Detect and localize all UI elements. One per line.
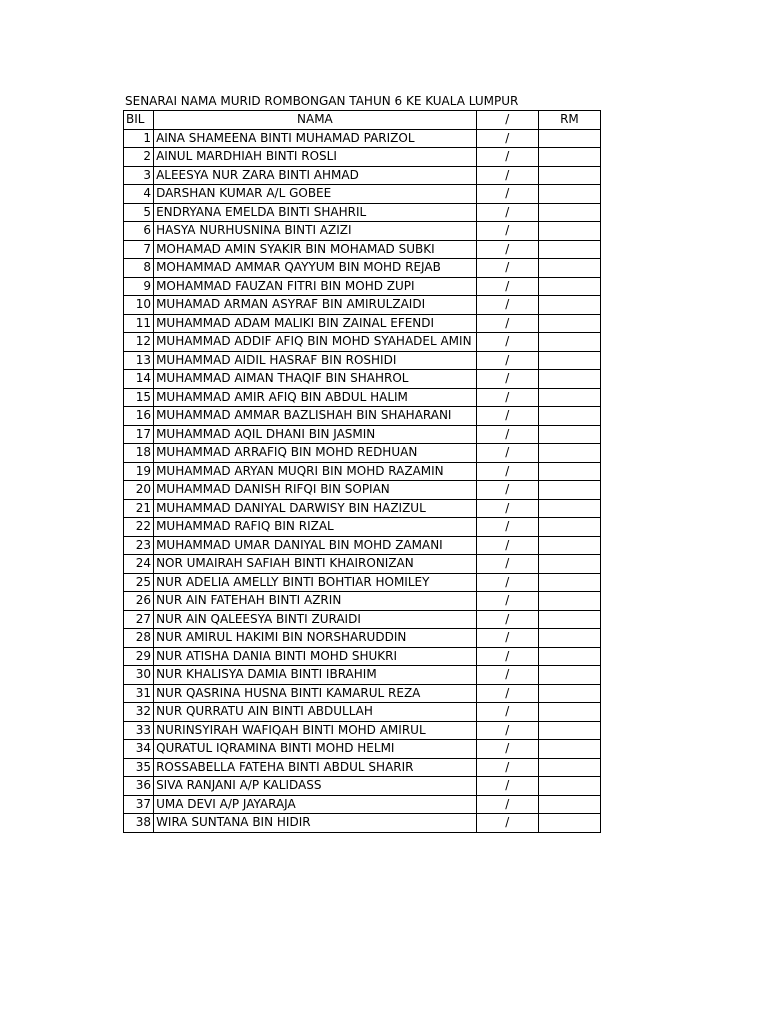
payment-cell [538,240,600,259]
row-number: 36 [124,777,154,796]
payment-cell [538,758,600,777]
table-row [124,296,601,315]
row-number: 27 [124,610,154,629]
header-rm: RM [538,111,600,130]
student-name: AINUL MARDHIAH BINTI ROSLI [154,148,477,167]
table-row [124,758,601,777]
attendance-mark: / [476,721,538,740]
row-number: 14 [124,370,154,389]
student-name: MUHAMMAD ARYAN MUQRI BIN MOHD RAZAMIN [154,462,477,481]
attendance-mark: / [476,758,538,777]
student-name: NUR AIN FATEHAH BINTI AZRIN [154,592,477,611]
table-row [124,610,601,629]
row-number: 26 [124,592,154,611]
student-name: HASYA NURHUSNINA BINTI AZIZI [154,222,477,241]
student-name: AINA SHAMEENA BINTI MUHAMAD PARIZOL [154,129,477,148]
row-number: 4 [124,185,154,204]
student-name: WIRA SUNTANA BIN HIDIR [154,814,477,833]
student-name: MUHAMMAD AMMAR BAZLISHAH BIN SHAHARANI [154,407,477,426]
payment-cell [538,629,600,648]
payment-cell [538,555,600,574]
table-row [124,555,601,574]
student-name: NUR QURRATU AIN BINTI ABDULLAH [154,703,477,722]
payment-cell [538,277,600,296]
attendance-mark: / [476,351,538,370]
student-name: MOHAMMAD FAUZAN FITRI BIN MOHD ZUPI [154,277,477,296]
payment-cell [538,777,600,796]
attendance-mark: / [476,314,538,333]
student-name: NUR KHALISYA DAMIA BINTI IBRAHIM [154,666,477,685]
row-number: 34 [124,740,154,759]
payment-cell [538,481,600,500]
attendance-mark: / [476,573,538,592]
student-name: MUHAMAD ARMAN ASYRAF BIN AMIRULZAIDI [154,296,477,315]
student-name: MUHAMMAD ADAM MALIKI BIN ZAINAL EFENDI [154,314,477,333]
attendance-mark: / [476,407,538,426]
payment-cell [538,185,600,204]
student-name: NUR AMIRUL HAKIMI BIN NORSHARUDDIN [154,629,477,648]
row-number: 25 [124,573,154,592]
row-number: 6 [124,222,154,241]
table-row [124,740,601,759]
row-number: 20 [124,481,154,500]
payment-cell [538,166,600,185]
student-name: MUHAMMAD ADDIF AFIQ BIN MOHD SYAHADEL AMIN [154,333,477,352]
student-name: QURATUL IQRAMINA BINTI MOHD HELMI [154,740,477,759]
table-header-row [124,111,601,130]
payment-cell [538,222,600,241]
student-name: DARSHAN KUMAR A/L GOBEE [154,185,477,204]
table-row [124,814,601,833]
attendance-mark: / [476,592,538,611]
table-row [124,425,601,444]
payment-cell [538,814,600,833]
attendance-mark: / [476,203,538,222]
student-name: MOHAMMAD AMMAR QAYYUM BIN MOHD REJAB [154,259,477,278]
table-row [124,444,601,463]
attendance-mark: / [476,370,538,389]
student-name: MUHAMMAD AMIR AFIQ BIN ABDUL HALIM [154,388,477,407]
row-number: 13 [124,351,154,370]
attendance-mark: / [476,259,538,278]
row-number: 9 [124,277,154,296]
row-number: 38 [124,814,154,833]
attendance-mark: / [476,647,538,666]
row-number: 11 [124,314,154,333]
table-row [124,684,601,703]
attendance-mark: / [476,629,538,648]
attendance-mark: / [476,388,538,407]
payment-cell [538,462,600,481]
attendance-mark: / [476,555,538,574]
attendance-mark: / [476,814,538,833]
table-row [124,647,601,666]
attendance-mark: / [476,148,538,167]
attendance-mark: / [476,166,538,185]
student-name: MUHAMMAD AIMAN THAQIF BIN SHAHROL [154,370,477,389]
table-row [124,407,601,426]
row-number: 33 [124,721,154,740]
row-number: 16 [124,407,154,426]
payment-cell [538,721,600,740]
payment-cell [538,684,600,703]
student-name: NURINSYIRAH WAFIQAH BINTI MOHD AMIRUL [154,721,477,740]
row-number: 8 [124,259,154,278]
attendance-mark: / [476,481,538,500]
student-name: SIVA RANJANI A/P KALIDASS [154,777,477,796]
table-row [124,240,601,259]
payment-cell [538,296,600,315]
attendance-mark: / [476,795,538,814]
payment-cell [538,259,600,278]
table-row [124,129,601,148]
row-number: 21 [124,499,154,518]
student-name: MUHAMMAD UMAR DANIYAL BIN MOHD ZAMANI [154,536,477,555]
payment-cell [538,333,600,352]
student-name: NUR ADELIA AMELLY BINTI BOHTIAR HOMILEY [154,573,477,592]
attendance-mark: / [476,222,538,241]
student-name: ALEESYA NUR ZARA BINTI AHMAD [154,166,477,185]
payment-cell [538,425,600,444]
row-number: 30 [124,666,154,685]
attendance-mark: / [476,610,538,629]
payment-cell [538,647,600,666]
payment-cell [538,407,600,426]
payment-cell [538,314,600,333]
table-row [124,351,601,370]
row-number: 28 [124,629,154,648]
header-nama: NAMA [154,111,477,130]
row-number: 2 [124,148,154,167]
student-name: UMA DEVI A/P JAYARAJA [154,795,477,814]
payment-cell [538,592,600,611]
table-row [124,573,601,592]
student-name: MUHAMMAD AIDIL HASRAF BIN ROSHIDI [154,351,477,370]
payment-cell [538,499,600,518]
table-row [124,666,601,685]
attendance-mark: / [476,703,538,722]
attendance-mark: / [476,129,538,148]
attendance-mark: / [476,277,538,296]
row-number: 10 [124,296,154,315]
table-row [124,795,601,814]
table-row [124,222,601,241]
row-number: 7 [124,240,154,259]
row-number: 31 [124,684,154,703]
student-name: MUHAMMAD RAFIQ BIN RIZAL [154,518,477,537]
student-name: MUHAMMAD ARRAFIQ BIN MOHD REDHUAN [154,444,477,463]
payment-cell [538,536,600,555]
attendance-mark: / [476,499,538,518]
table-row [124,499,601,518]
attendance-mark: / [476,684,538,703]
payment-cell [538,666,600,685]
table-row [124,277,601,296]
table-row [124,629,601,648]
payment-cell [538,148,600,167]
attendance-mark: / [476,462,538,481]
payment-cell [538,703,600,722]
attendance-mark: / [476,240,538,259]
table-row [124,777,601,796]
payment-cell [538,444,600,463]
payment-cell [538,370,600,389]
payment-cell [538,388,600,407]
table-row [124,721,601,740]
payment-cell [538,795,600,814]
table-row [124,518,601,537]
student-name: MUHAMMAD DANISH RIFQI BIN SOPIAN [154,481,477,500]
row-number: 18 [124,444,154,463]
table-row [124,481,601,500]
row-number: 32 [124,703,154,722]
row-number: 37 [124,795,154,814]
table-row [124,703,601,722]
attendance-mark: / [476,333,538,352]
payment-cell [538,129,600,148]
attendance-mark: / [476,425,538,444]
row-number: 15 [124,388,154,407]
row-number: 23 [124,536,154,555]
table-row [124,333,601,352]
table-row [124,148,601,167]
attendance-mark: / [476,296,538,315]
row-number: 12 [124,333,154,352]
table-body [124,129,601,832]
row-number: 29 [124,647,154,666]
table-row [124,462,601,481]
student-name: NUR AIN QALEESYA BINTI ZURAIDI [154,610,477,629]
student-name: ROSSABELLA FATEHA BINTI ABDUL SHARIR [154,758,477,777]
student-roster-table [123,110,601,833]
header-tick: / [476,111,538,130]
row-number: 1 [124,129,154,148]
row-number: 5 [124,203,154,222]
table-row [124,203,601,222]
payment-cell [538,573,600,592]
row-number: 35 [124,758,154,777]
table-row [124,388,601,407]
attendance-mark: / [476,777,538,796]
table-row [124,259,601,278]
payment-cell [538,351,600,370]
header-bil: BIL [124,111,154,130]
attendance-mark: / [476,536,538,555]
attendance-mark: / [476,444,538,463]
attendance-mark: / [476,518,538,537]
table-row [124,536,601,555]
row-number: 3 [124,166,154,185]
table-row [124,185,601,204]
attendance-mark: / [476,185,538,204]
attendance-mark: / [476,740,538,759]
student-name: NOR UMAIRAH SAFIAH BINTI KHAIRONIZAN [154,555,477,574]
payment-cell [538,203,600,222]
row-number: 19 [124,462,154,481]
student-name: NUR ATISHA DANIA BINTI MOHD SHUKRI [154,647,477,666]
student-name: MUHAMMAD DANIYAL DARWISY BIN HAZIZUL [154,499,477,518]
attendance-mark: / [476,666,538,685]
table-row [124,314,601,333]
row-number: 22 [124,518,154,537]
payment-cell [538,740,600,759]
payment-cell [538,610,600,629]
document-title: SENARAI NAMA MURID ROMBONGAN TAHUN 6 KE KUALA LUMPUR [125,94,519,108]
table-row [124,166,601,185]
student-name: ENDRYANA EMELDA BINTI SHAHRIL [154,203,477,222]
student-name: NUR QASRINA HUSNA BINTI KAMARUL REZA [154,684,477,703]
table-row [124,370,601,389]
student-name: MUHAMMAD AQIL DHANI BIN JASMIN [154,425,477,444]
table-row [124,592,601,611]
row-number: 24 [124,555,154,574]
row-number: 17 [124,425,154,444]
student-name: MOHAMAD AMIN SYAKIR BIN MOHAMAD SUBKI [154,240,477,259]
payment-cell [538,518,600,537]
